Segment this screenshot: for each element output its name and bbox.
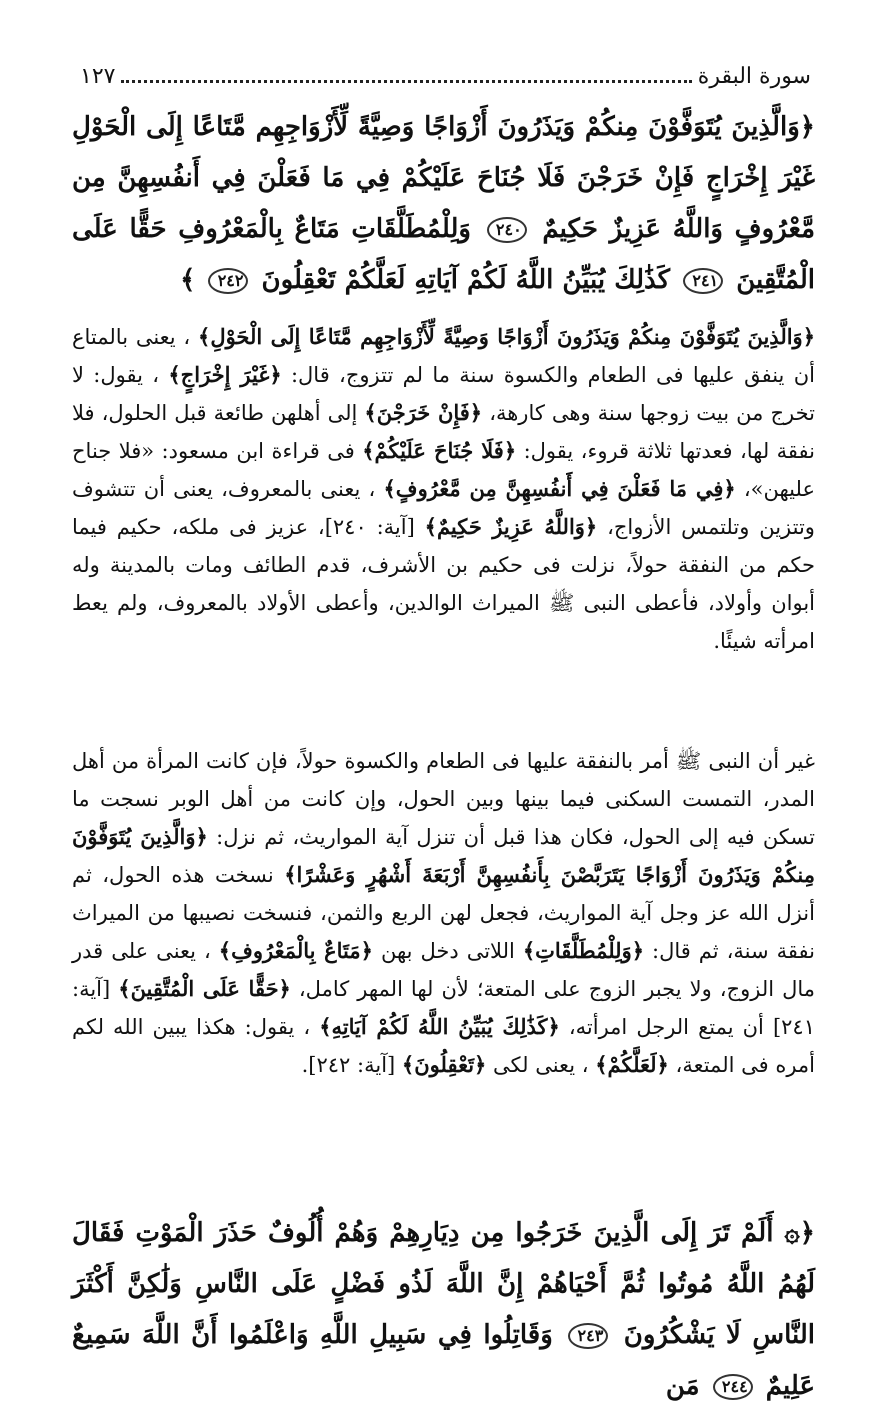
quran-quote: ﴿فَلَا جُنَاحَ عَلَيْكُمْ﴾ <box>362 438 517 463</box>
commentary-text: نسخت هذه الحول، ثم أنزل الله عز وجل آية المواريث، فجعل لهن الربع والثمن، فنسخت نصيبها من الميراث نفقة سنة، ثم قال: <box>72 863 815 963</box>
quran-quote: ﴿حَقًّا عَلَى الْمُتَّقِينَ﴾ <box>118 976 291 1001</box>
commentary-text: [آية: ٢٤٢]. <box>301 1053 396 1077</box>
quran-quote: ﴿فَإِنْ خَرَجْنَ﴾ <box>364 400 483 425</box>
commentary-text: ، يعنى بالمعروف، يعنى أن تتشوف وتتزين وتلتمس الأزواج، <box>72 477 815 539</box>
page-header <box>80 58 811 94</box>
tafsir-paragraph-1 <box>72 318 815 660</box>
commentary-text: اللاتى دخل بهن <box>380 939 515 963</box>
verse-text: ﴿۞ أَلَمْ تَرَ إِلَى الَّذِينَ خَرَجُوا مِن دِيَارِهِمْ وَهُمْ أُلُوفٌ حَذَرَ الْمَوْتِ فَقَالَ لَهُمُ اللَّهُ مُوتُوا ثُمَّ أَحْيَاهُمْ إِنَّ اللَّهَ لَذُو فَضْلٍ عَلَى النَّاسِ وَلَٰكِنَّ أَكْثَرَ النَّاسِ لَا يَشْكُرُونَ <box>72 1218 815 1350</box>
verse-text: ﴿وَالَّذِينَ يُتَوَفَّوْنَ مِنكُمْ وَيَذَرُونَ أَزْوَاجًا وَصِيَّةً لِّأَزْوَاجِهِم مَّتَاعًا إِلَى الْحَوْلِ غَيْرَ إِخْرَاجٍ فَإِنْ خَرَجْنَ فَلَا جُنَاحَ عَلَيْكُمْ فِي مَا فَعَلْنَ فِي أَنفُسِهِنَّ مِن مَّعْرُوفٍ وَاللَّهُ عَزِيزٌ حَكِيمٌ <box>72 112 815 244</box>
quran-verses-240-242 <box>72 102 815 306</box>
quran-quote: ﴿لَعَلَّكُمْ﴾ <box>595 1052 669 1077</box>
verse-close: ﴾ <box>180 265 196 295</box>
verse-text: وَلِلْمُطَلَّقَاتِ مَتَاعٌ بِالْمَعْرُوفِ حَقًّا عَلَى الْمُتَّقِينَ <box>72 214 815 295</box>
commentary-text: ، يعنى على قدر مال الزوج، ولا يجبر الزوج على المتعة؛ لأن لها المهر كامل، <box>72 939 815 1001</box>
ayah-number-marker: ٢٤٠ <box>487 217 527 243</box>
commentary-text: ، يقول: هكذا يبين الله لكم أمره فى المتعة، <box>72 1015 815 1077</box>
commentary-text: ، يعنى لكى <box>493 1053 589 1077</box>
ayah-number-marker: ٢٤٣ <box>568 1323 608 1349</box>
verse-text: وَقَاتِلُوا فِي سَبِيلِ اللَّهِ وَاعْلَمُوا أَنَّ اللَّهَ سَمِيعٌ عَلِيمٌ <box>72 1320 815 1401</box>
dotted-leader <box>121 80 691 83</box>
verse-text: مَن <box>665 1371 700 1401</box>
commentary-text: إلى أهلهن طائعة قبل الحلول، فلا نفقة لها، فعدتها ثلاثة قروء، يقول: <box>72 401 815 463</box>
commentary-text: فى قراءة ابن مسعود: «فلا جناح عليهن»، <box>72 439 815 501</box>
quran-verses-243-244 <box>72 1208 815 1412</box>
quran-quote: ﴿تَعْقِلُونَ﴾ <box>401 1052 487 1077</box>
quran-quote: ﴿كَذَٰلِكَ يُبَيِّنُ اللَّهُ لَكُمْ آيَاتِهِ﴾ <box>319 1014 560 1039</box>
commentary-text: ، يعنى بالمتاع أن ينفق عليها فى الطعام والكسوة سنة ما لم تتزوج، قال: <box>72 325 815 387</box>
commentary-text: [آية: ٢٤٠]، عزيز فى ملكه، حكيم فيما حكم من النفقة حولاً، نزلت فى حكيم بن الأشرف، قدم الطائف ومات بالمدينة وله أبوان وأولاد، فأعطى النبى ﷺ الميراث الوالدين، وأعطى الأولاد بالمعروف، ولم يعط امرأته شيئًا. <box>72 515 815 653</box>
surah-title: سورة البقرة <box>697 63 811 89</box>
quran-quote: ﴿وَلِلْمُطَلَّقَاتِ﴾ <box>522 938 645 963</box>
commentary-text: [آية: ٢٤١] أن يمتع الرجل امرأته، <box>72 977 815 1039</box>
tafsir-paragraph-2 <box>72 742 815 1084</box>
quran-quote: ﴿فِي مَا فَعَلْنَ فِي أَنفُسِهِنَّ مِن مَّعْرُوفٍ﴾ <box>383 476 736 501</box>
page-number: ١٢٧ <box>80 63 116 89</box>
quran-quote: ﴿وَالَّذِينَ يُتَوَفَّوْنَ مِنكُمْ وَيَذَرُونَ أَزْوَاجًا يَتَرَبَّصْنَ بِأَنفُسِهِنَّ أَرْبَعَةَ أَشْهُرٍ وَعَشْرًا﴾ <box>72 824 815 887</box>
commentary-text: غير أن النبى ﷺ أمر بالنفقة عليها فى الطعام والكسوة حولاً، فإن كانت المرأة من أهل المدر، التمست السكنى فيما بينها وبين الحول، وإن كانت من أهل الوبر نسجت ما تسكن فيه إلى الحول، فكان هذا قبل أن تنزل آية المواريث، ثم نزل: <box>72 749 815 849</box>
quran-quote: ﴿غَيْرَ إِخْرَاجٍ﴾ <box>168 362 282 387</box>
ayah-number-marker: ٢٤٢ <box>208 268 248 294</box>
quran-quote: ﴿وَالَّذِينَ يُتَوَفَّوْنَ مِنكُمْ وَيَذَرُونَ أَزْوَاجًا وَصِيَّةً لِّأَزْوَاجِهِم مَّتَاعًا إِلَى الْحَوْلِ﴾ <box>198 324 815 349</box>
quran-quote: ﴿مَتَاعٌ بِالْمَعْرُوفِ﴾ <box>218 938 373 963</box>
ayah-number-marker: ٢٤١ <box>683 268 723 294</box>
commentary-text: ، يقول: لا تخرج من بيت زوجها سنة وهى كارهة، <box>72 363 815 425</box>
ayah-number-marker: ٢٤٤ <box>713 1374 753 1400</box>
quran-quote: ﴿وَاللَّهُ عَزِيزٌ حَكِيمٌ﴾ <box>424 514 598 539</box>
verse-text: كَذَٰلِكَ يُبَيِّنُ اللَّهُ لَكُمْ آيَاتِهِ لَعَلَّكُمْ تَعْقِلُونَ <box>261 265 671 295</box>
